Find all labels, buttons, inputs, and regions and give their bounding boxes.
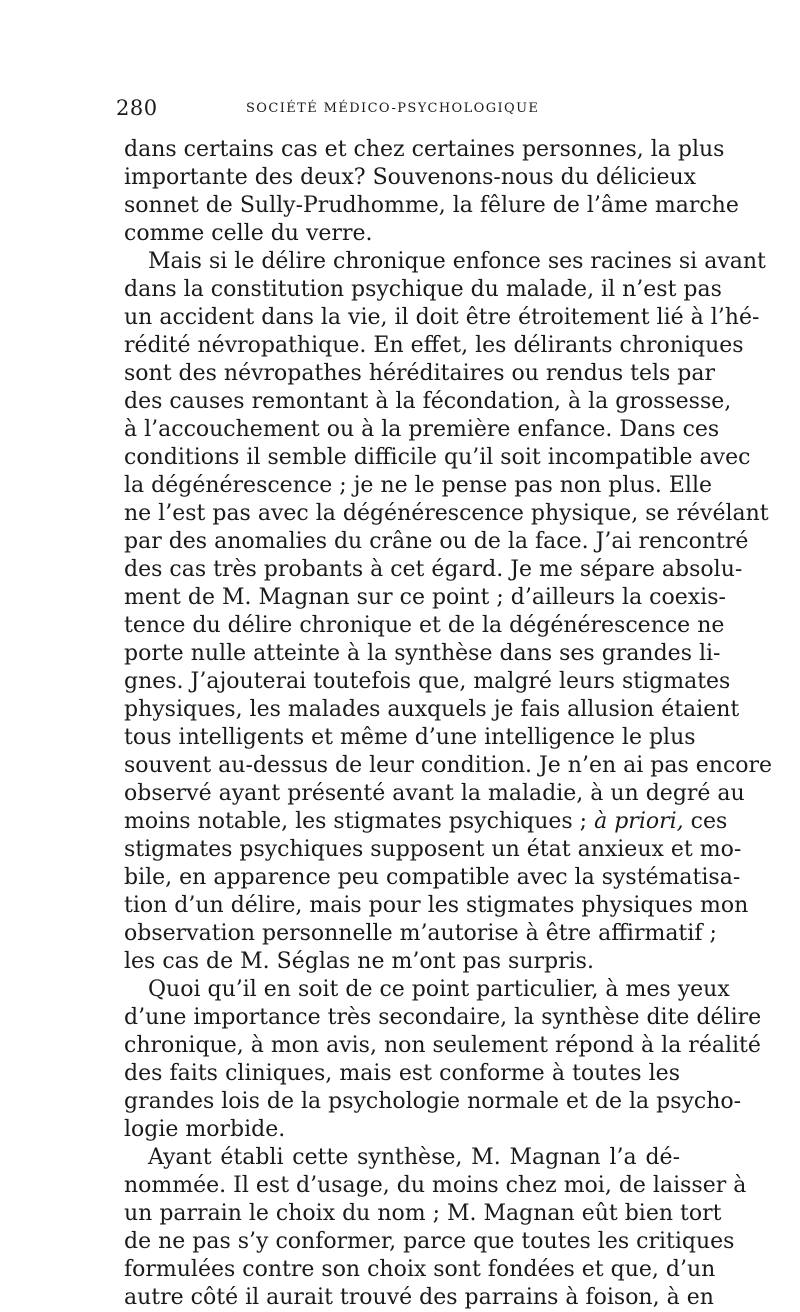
- paragraph-first-line: Quoi qu’il en soit de ce point particulier, à mes yeux: [148, 977, 730, 1002]
- text-line: rédité névropathique. En effet, les délirants chroniques: [124, 333, 744, 358]
- text-line: autre côté il aurait trouvé des parrains à foison, à en: [124, 1285, 714, 1310]
- text-line: grandes lois de la psychologie normale et de la psycho-: [124, 1089, 742, 1114]
- text-line: d’une importance très secondaire, la synthèse dite délire: [124, 1005, 762, 1030]
- text-line: la dégénérescence ; je ne le pense pas non plus. Elle: [124, 473, 713, 498]
- text-line: dans la constitution psychique du malade, il n’est pas: [124, 277, 722, 302]
- text-line: des faits cliniques, mais est conforme à toutes les: [124, 1061, 680, 1086]
- book-page: [116, 96, 773, 1312]
- text-line: tous intelligents et même d’une intelligence le plus: [124, 725, 696, 750]
- text-line: porte nulle atteinte à la synthèse dans ses grandes li-: [124, 641, 721, 666]
- text-line: à l’accouchement ou à la première enfance. Dans ces: [124, 417, 720, 442]
- text-line: bile, en apparence peu compatible avec la systématisa-: [124, 865, 741, 890]
- text-run: moins notable, les stigmates psychiques ;: [124, 809, 588, 834]
- text-line: observé ayant présenté avant la maladie, à un degré au: [124, 781, 745, 806]
- text-line: comme celle du verre.: [124, 221, 373, 246]
- text-line: gnes. J’ajouterai toutefois que, malgré leurs stigmates: [124, 669, 731, 694]
- text-line: des cas très probants à cet égard. Je me sépare absolu-: [124, 557, 743, 582]
- text-line: un accident dans la vie, il doit être étroitement lié à l’hé-: [124, 305, 760, 330]
- text-line: observation personnelle m’autorise à être affirmatif ;: [124, 921, 717, 946]
- text-line: souvent au-dessus de leur condition. Je n’en ai pas encore: [124, 753, 773, 778]
- text-line: des causes remontant à la fécondation, à la grossesse,: [124, 389, 732, 414]
- text-line: physiques, les malades auxquels je fais allusion étaient: [124, 697, 740, 722]
- text-run: ces: [690, 809, 728, 834]
- text-line: tion d’un délire, mais pour les stigmates physiques mon: [124, 893, 749, 918]
- paragraph-first-line: Ayant établi cette synthèse, M. Magnan l’a dé-: [148, 1145, 680, 1170]
- body-text: [124, 136, 773, 1312]
- text-line: nommée. Il est d’usage, du moins chez moi, de laisser à: [124, 1173, 747, 1198]
- text-line: chronique, à mon avis, non seulement répond à la réalité: [124, 1033, 761, 1058]
- text-line: ne l’est pas avec la dégénérescence physique, se révélant: [124, 501, 769, 526]
- running-title: SOCIÉTÉ MÉDICO-PSYCHOLOGIQUE: [246, 101, 540, 116]
- text-line: sonnet de Sully-Prudhomme, la fêlure de l’âme marche: [124, 193, 739, 218]
- text-line: importante des deux? Souvenons-nous du délicieux: [124, 165, 697, 190]
- paragraph-first-line: Mais si le délire chronique enfonce ses racines si avant: [148, 249, 766, 274]
- text-line: un parrain le choix du nom ; M. Magnan eût bien tort: [124, 1201, 722, 1226]
- text-line: sont des névropathes héréditaires ou rendus tels par: [124, 361, 716, 386]
- text-line: tence du délire chronique et de la dégénérescence ne: [124, 613, 725, 638]
- text-line: logie morbide.: [124, 1117, 286, 1142]
- text-line: les cas de M. Séglas ne m’ont pas surpris.: [124, 949, 594, 974]
- text-line-with-italic: [124, 808, 728, 836]
- page-number: 280: [116, 96, 158, 120]
- text-line: dans certains cas et chez certaines personnes, la plus: [124, 137, 725, 162]
- italic-phrase: à priori,: [594, 809, 684, 834]
- text-line: stigmates psychiques supposent un état anxieux et mo-: [124, 837, 742, 862]
- running-head: [116, 96, 680, 126]
- text-line: conditions il semble difficile qu’il soit incompatible avec: [124, 445, 751, 470]
- text-line: par des anomalies du crâne ou de la face. J’ai rencontré: [124, 529, 749, 554]
- text-line: ment de M. Magnan sur ce point ; d’ailleurs la coexis-: [124, 585, 726, 610]
- text-line: de ne pas s’y conformer, parce que toutes les critiques: [124, 1229, 735, 1254]
- text-line: formulées contre son choix sont fondées et que, d’un: [124, 1257, 716, 1282]
